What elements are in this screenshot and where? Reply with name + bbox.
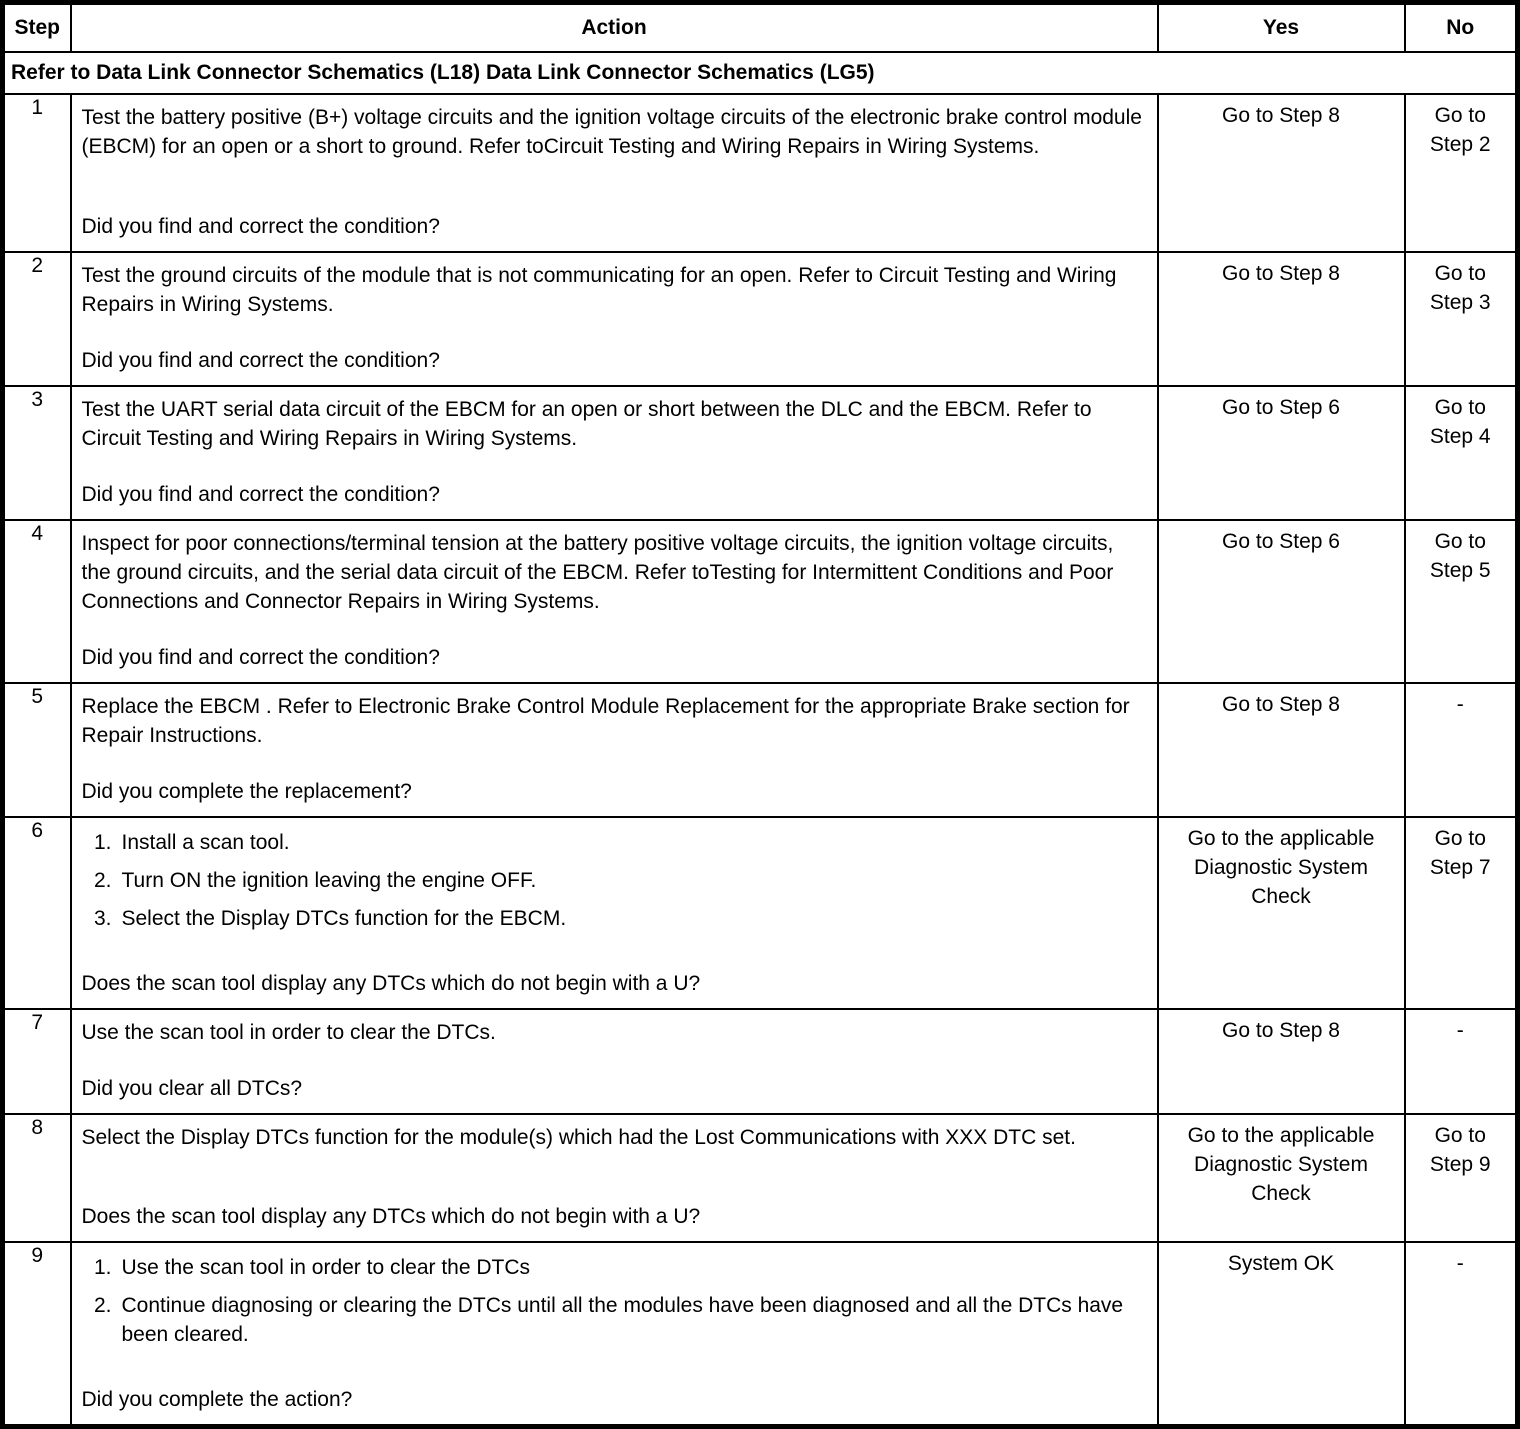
list-item-text: Turn ON the ignition leaving the engine OFF. — [121, 869, 537, 892]
list-item-number: 2. — [93, 869, 112, 892]
yes-cell — [1158, 1114, 1405, 1242]
action-content — [82, 1123, 1147, 1152]
no-cell — [1405, 94, 1518, 252]
step-cell: 4 — [3, 520, 71, 683]
question-text: Did you find and correct the condition? — [81, 483, 440, 506]
yes-instruction: Go to the applicable Diagnostic System Check — [1187, 827, 1375, 908]
action-cell — [71, 94, 1158, 252]
table-row — [3, 386, 1518, 520]
table-row — [3, 94, 1518, 252]
yes-instruction: System OK — [1227, 1252, 1335, 1275]
question-text: Did you find and correct the condition? — [81, 646, 440, 669]
schematic-reference-row — [3, 52, 1518, 94]
action-paragraph: Replace the EBCM . Refer to Electronic Brake Control Module Replacement for the appropriate Brake section for Repair Instructions. — [81, 695, 1130, 747]
table-row — [3, 1242, 1518, 1427]
list-item — [82, 866, 1147, 895]
step-cell: 5 — [3, 683, 71, 817]
no-instruction: - — [1456, 1019, 1464, 1042]
no-cell — [1405, 1114, 1518, 1242]
table-row — [3, 817, 1518, 1009]
yes-cell — [1158, 1242, 1405, 1427]
no-instruction: Go to Step 2 — [1429, 104, 1491, 156]
list-item-number: 3. — [93, 907, 112, 930]
no-instruction: Go to Step 7 — [1429, 827, 1491, 879]
list-item-number: 1. — [93, 831, 112, 854]
question-text: Did you complete the replacement? — [81, 780, 412, 803]
yes-cell — [1158, 386, 1405, 520]
col-header-no: No — [1405, 3, 1518, 53]
no-instruction: Go to Step 9 — [1429, 1124, 1491, 1176]
numbered-list — [82, 826, 1147, 933]
list-item — [82, 1253, 1147, 1282]
action-cell — [71, 252, 1158, 386]
list-item-number: 1. — [93, 1256, 112, 1279]
yes-cell — [1158, 683, 1405, 817]
action-paragraph: Use the scan tool in order to clear the DTCs. — [81, 1021, 496, 1044]
action-cell — [71, 1009, 1158, 1114]
action-paragraph: Test the UART serial data circuit of the EBCM for an open or short between the DLC and the EBCM. Refer to Circuit Testing and Wiring Repairs in Wiring Systems. — [81, 398, 1092, 450]
action-content — [82, 103, 1147, 161]
action-paragraph: Inspect for poor connections/terminal tension at the battery positive voltage circuits, the ignition voltage circuits, the ground circuits, and the serial data circuit of the EBCM. Refer toTesting for Intermittent Conditions and Poor Connections and Connector Repairs in Wiring Systems. — [81, 532, 1114, 613]
table-row — [3, 1114, 1518, 1242]
step-cell: 8 — [3, 1114, 71, 1242]
question-text: Did you find and correct the condition? — [81, 349, 440, 372]
question-text: Does the scan tool display any DTCs which do not begin with a U? — [81, 972, 701, 995]
action-content — [82, 529, 1147, 616]
action-cell — [71, 520, 1158, 683]
no-cell — [1405, 520, 1518, 683]
list-item — [82, 828, 1147, 857]
yes-instruction: Go to Step 8 — [1222, 104, 1340, 127]
list-item — [82, 1291, 1147, 1349]
col-header-yes: Yes — [1158, 3, 1405, 53]
no-cell — [1405, 386, 1518, 520]
question-text: Did you find and correct the condition? — [81, 215, 440, 238]
no-cell — [1405, 817, 1518, 1009]
list-item — [82, 904, 1147, 933]
table-body — [3, 94, 1518, 1427]
yes-instruction: Go to the applicable Diagnostic System Check — [1187, 1124, 1375, 1205]
question-text: Did you complete the action? — [81, 1388, 353, 1411]
step-cell: 7 — [3, 1009, 71, 1114]
no-instruction: Go to Step 3 — [1429, 262, 1491, 314]
yes-instruction: Go to Step 6 — [1222, 396, 1340, 419]
no-cell — [1405, 1009, 1518, 1114]
action-content — [82, 826, 1147, 942]
step-cell: 9 — [3, 1242, 71, 1427]
action-cell — [71, 1242, 1158, 1427]
table-row — [3, 683, 1518, 817]
yes-cell — [1158, 94, 1405, 252]
action-cell — [71, 386, 1158, 520]
table-row — [3, 252, 1518, 386]
question-text: Did you clear all DTCs? — [81, 1077, 303, 1100]
action-content — [82, 692, 1147, 750]
list-item-text: Select the Display DTCs function for the EBCM. — [121, 907, 567, 930]
yes-cell — [1158, 817, 1405, 1009]
yes-cell — [1158, 520, 1405, 683]
action-content — [82, 395, 1147, 453]
step-cell: 6 — [3, 817, 71, 1009]
list-item-text: Install a scan tool. — [121, 831, 290, 854]
yes-cell — [1158, 252, 1405, 386]
yes-cell — [1158, 1009, 1405, 1114]
step-cell: 2 — [3, 252, 71, 386]
action-cell — [71, 683, 1158, 817]
action-content — [82, 261, 1147, 319]
no-instruction: - — [1456, 1252, 1464, 1275]
no-cell — [1405, 252, 1518, 386]
question-text: Does the scan tool display any DTCs which do not begin with a U? — [81, 1205, 701, 1228]
no-cell — [1405, 1242, 1518, 1427]
no-instruction: - — [1456, 693, 1464, 716]
no-instruction: Go to Step 5 — [1429, 530, 1491, 582]
action-content — [82, 1018, 1147, 1047]
list-item-text: Use the scan tool in order to clear the DTCs — [121, 1256, 531, 1279]
action-cell — [71, 817, 1158, 1009]
header-row — [3, 3, 1518, 53]
list-item-text: Continue diagnosing or clearing the DTCs until all the modules have been diagnosed and all the DTCs have been cleared. — [121, 1294, 1124, 1346]
action-paragraph: Test the battery positive (B+) voltage circuits and the ignition voltage circuits of the electronic brake control module (EBCM) for an open or a short to ground. Refer toCircuit Testing and Wiring Repairs in Wiring Systems. — [81, 106, 1142, 158]
action-paragraph: Test the ground circuits of the module that is not communicating for an open. Refer to Circuit Testing and Wiring Repairs in Wiring Systems. — [81, 264, 1117, 316]
yes-instruction: Go to Step 6 — [1222, 530, 1340, 553]
numbered-list — [82, 1251, 1147, 1349]
yes-instruction: Go to Step 8 — [1222, 693, 1340, 716]
no-cell — [1405, 683, 1518, 817]
yes-instruction: Go to Step 8 — [1222, 1019, 1340, 1042]
action-cell — [71, 1114, 1158, 1242]
list-item-number: 2. — [93, 1294, 112, 1317]
table-row — [3, 1009, 1518, 1114]
no-instruction: Go to Step 4 — [1429, 396, 1491, 448]
action-paragraph: Select the Display DTCs function for the module(s) which had the Lost Communications with XXX DTC set. — [81, 1126, 1076, 1149]
schematic-reference-text: Refer to Data Link Connector Schematics (L18) Data Link Connector Schematics (LG5) — [3, 52, 1518, 94]
table-row — [3, 520, 1518, 683]
col-header-step: Step — [3, 3, 71, 53]
col-header-action: Action — [71, 3, 1158, 53]
step-cell: 1 — [3, 94, 71, 252]
yes-instruction: Go to Step 8 — [1222, 262, 1340, 285]
table-head — [3, 3, 1518, 95]
step-cell: 3 — [3, 386, 71, 520]
